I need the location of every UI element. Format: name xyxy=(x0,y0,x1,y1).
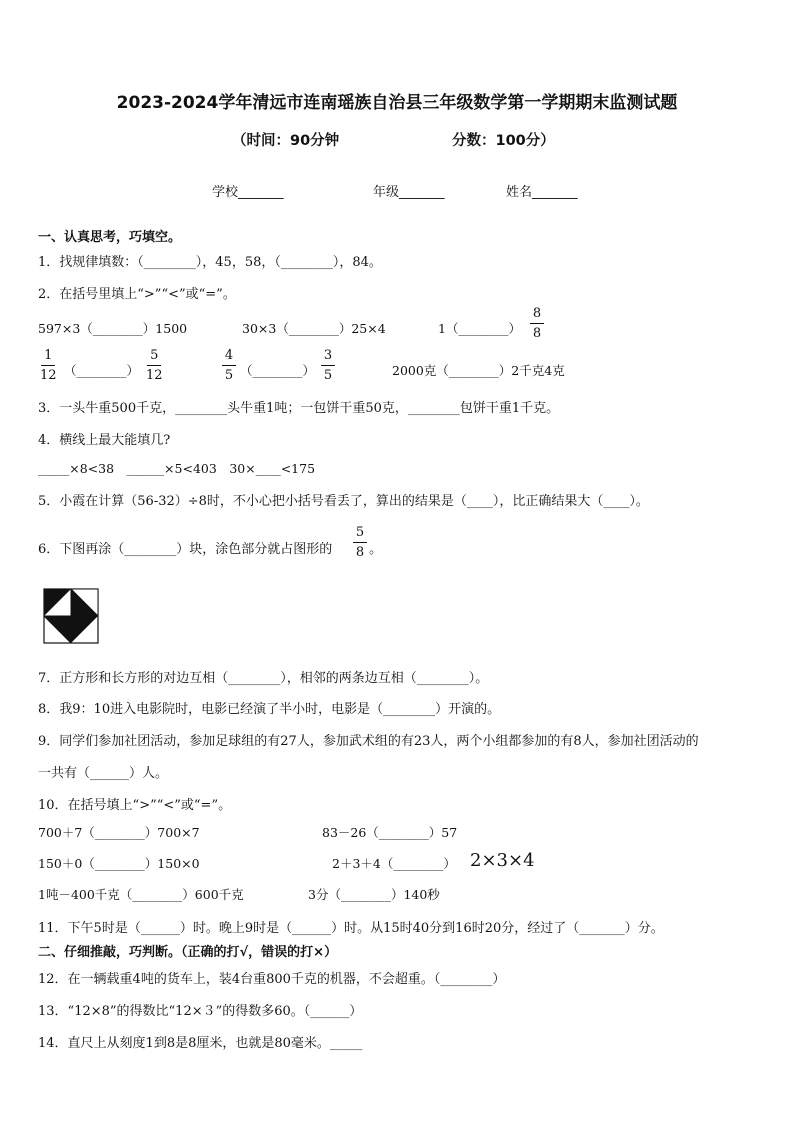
numerator: 5 xyxy=(355,525,365,540)
q10-compare-6: 3分（________）140秒 xyxy=(308,887,440,902)
fraction-4-5 xyxy=(222,347,236,384)
denominator: 12 xyxy=(146,368,163,383)
q10-compare-3: 150＋0（________）150×0 xyxy=(38,856,200,871)
question-4: 4．横线上最大能填几? xyxy=(38,433,171,448)
denominator: 5 xyxy=(224,368,234,383)
fraction-8-8 xyxy=(530,305,544,342)
numerator: 1 xyxy=(44,348,53,363)
school-field: 学校_______ xyxy=(212,185,284,200)
question-2: 2．在括号里填上“>”“<”或“=”。 xyxy=(38,287,236,302)
fraction-5-8 xyxy=(353,524,367,561)
q2-compare-1: 597×3（________）1500 xyxy=(38,321,188,336)
denominator: 5 xyxy=(323,368,333,383)
exam-score: 分数：100分） xyxy=(452,133,555,149)
question-14: 14．直尺上从刻度1到8是8厘米，也就是80毫米。_____ xyxy=(38,1036,363,1051)
q10-expression-2x3x4: 2×3×4 xyxy=(470,850,535,871)
fraction-3-5 xyxy=(321,347,335,384)
q2-compare-2: 30×3（________）25×4 xyxy=(242,321,386,336)
fraction-1-12 xyxy=(40,347,57,384)
numerator: 3 xyxy=(323,348,333,363)
q10-compare-4: 2＋3＋4（________） xyxy=(332,856,456,871)
question-10: 10．在括号填上“>”“<”或“=”。 xyxy=(38,798,232,813)
q2-compare-5-blank: （________） xyxy=(240,363,316,378)
question-1: 1．找规律填数：（________），45，58，（________），84。 xyxy=(38,255,382,270)
question-5: 5．小霞在计算（56-32）÷8时，不小心把小括号看丢了，算出的结果是（____），比正确结果大（____）。 xyxy=(38,494,649,509)
q10-compare-2: 83－26（________）57 xyxy=(322,825,458,840)
shaded-square-figure xyxy=(43,588,99,644)
question-8: 8．我9：10进入电影院时，电影已经演了半小时，电影是（________）开演的。 xyxy=(38,702,501,717)
q6-period: 。 xyxy=(369,542,383,557)
grade-field: 年级_______ xyxy=(373,185,445,200)
denominator: 12 xyxy=(40,368,57,383)
numerator: 5 xyxy=(150,348,159,363)
section-1-heading: 一、认真思考，巧填空。 xyxy=(38,230,182,245)
numerator: 4 xyxy=(224,348,234,363)
question-7: 7．正方形和长方形的对边互相（________），相邻的两条边互相（________）。 xyxy=(38,671,489,686)
question-12: 12．在一辆载重4吨的货车上，装4台重800千克的机器，不会超重。（________） xyxy=(38,972,506,987)
page-title: 2023-2024学年清远市连南瑶族自治县三年级数学第一学期期末监测试题 xyxy=(116,93,678,113)
q2-compare-4-blank: （________） xyxy=(64,363,140,378)
exam-time: （时间：90分钟 xyxy=(232,133,340,149)
section-2-heading: 二、仔细推敲，巧判断。（正确的打√，错误的打×） xyxy=(38,945,338,960)
denominator: 8 xyxy=(532,326,542,341)
q2-compare-6: 2000克（________）2千克4克 xyxy=(392,363,565,378)
question-3: 3．一头牛重500千克，________头牛重1吨；一包饼干重50克，________包饼干重1千克。 xyxy=(38,401,560,416)
numerator: 8 xyxy=(532,306,542,321)
question-6: 6．下图再涂（________）块，涂色部分就占图形的 xyxy=(38,542,333,557)
question-9-line-1: 9．同学们参加社团活动，参加足球组的有27人，参加武术组的有23人，两个小组都参加的有8人，参加社团活动的 xyxy=(38,734,699,749)
fraction-5-12 xyxy=(146,347,163,384)
question-9-line-2: 一共有（______）人。 xyxy=(38,766,169,781)
question-13: 13．“12×8”的得数比“12×３”的得数多60。（______） xyxy=(38,1004,363,1019)
q10-compare-1: 700＋7（________）700×7 xyxy=(38,825,200,840)
question-11: 11．下午5时是（______）时。晚上9时是（______）时。从15时40分到16时20分，经过了（_______）分。 xyxy=(38,921,664,936)
q10-compare-5: 1吨－400千克（________）600千克 xyxy=(38,887,244,902)
q4-inequalities: _____×8<38 ______×5<403 30×____<175 xyxy=(38,461,316,476)
q2-compare-3: 1（________） xyxy=(438,321,521,336)
name-field: 姓名_______ xyxy=(506,185,578,200)
denominator: 8 xyxy=(355,545,365,560)
